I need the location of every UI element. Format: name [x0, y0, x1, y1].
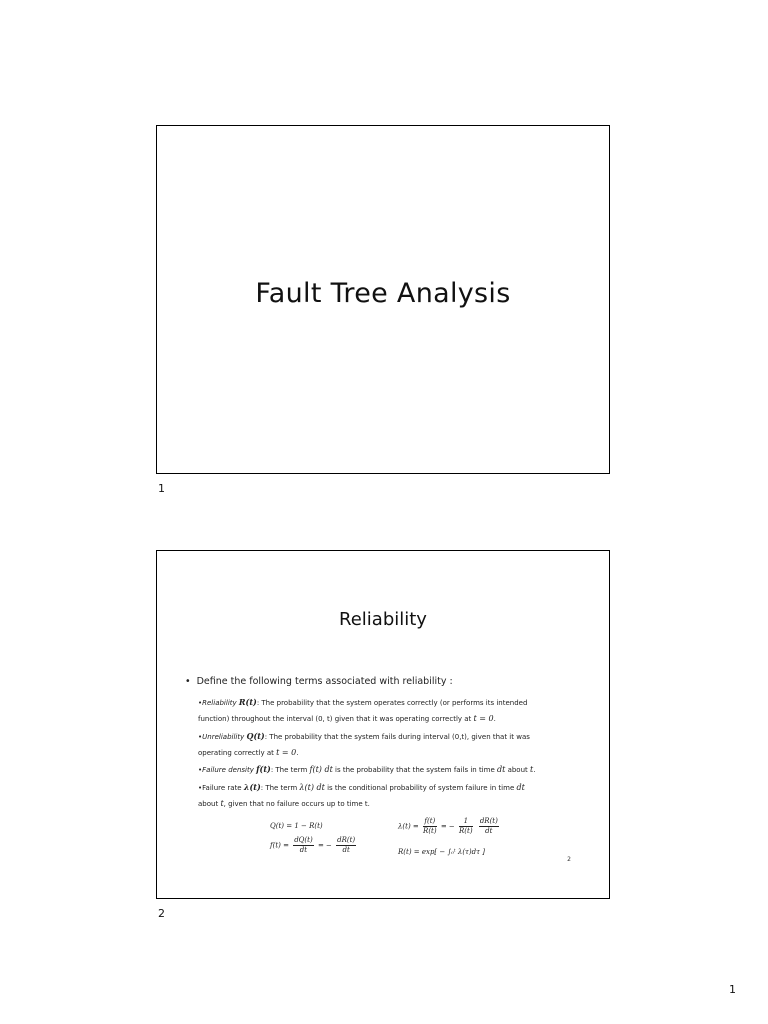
formula-failure-density: f(t) = $\frac{dQ(t)}{dt}$ = − $\frac{dR(t)}{dt}$ [270, 836, 356, 854]
page-number: 1 [729, 983, 736, 996]
bullet-main: • Define the following terms associated with reliability : [185, 676, 453, 687]
definition-failure-density: •Failure density f(t): The term f(t) dt is the probability that the system fails in time dt about t. [198, 764, 536, 774]
formula-unreliability: Q(t) = 1 − R(t) [270, 822, 323, 830]
definition-unreliability: •Unreliability Q(t): The probability that the system fails during interval (0,t), given that it was operating correctly at t = 0. [198, 731, 530, 757]
slide-2-label: 2 [158, 907, 165, 920]
slide-1-label: 1 [158, 482, 165, 495]
definition-failure-rate: •Failure rate λ(t): The term λ(t) dt is the conditional probability of system failure in time dt about t, given that no failure occurs up to time t. [198, 782, 525, 808]
slide-1-title: Fault Tree Analysis [255, 278, 511, 309]
slide-2-title: Reliability [339, 609, 427, 630]
bullet-main-text: Define the following terms associated with reliability : [196, 676, 453, 687]
formula-failure-rate: λ(t) = $\frac{f(t)}{R(t)}$ = − $\frac{1}{R(t)}$ $\frac{dR(t)}{dt}$ [398, 817, 498, 835]
slide-2 [156, 550, 610, 899]
definition-reliability: •Reliability R(t): The probability that the system operates correctly (or performs its intended function) throughout the interval (0, t) given that it was operating correctly at t = 0. [198, 697, 528, 723]
slide-1 [156, 125, 610, 474]
formula-reliability: R(t) = exp[ − ∫₀ᵗ λ(τ)dτ ] [398, 848, 485, 856]
slide-2-inner-page-number: 2 [567, 856, 571, 863]
